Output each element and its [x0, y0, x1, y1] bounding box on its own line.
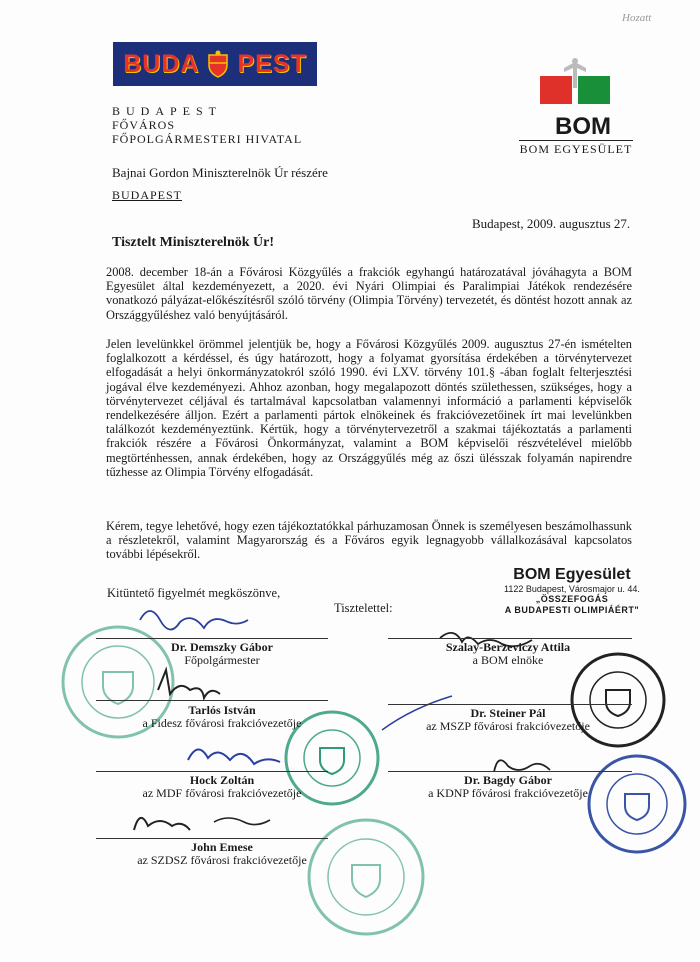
signature-line-3 [96, 700, 328, 701]
signature-line-1 [96, 638, 328, 639]
body-paragraph-2: Jelen levelünkkel örömmel jelentjük be, hogy a Fővárosi Közgyűlés 2009. augusztus 27-én ismételten foglalkozott a kérdéssel, és úgy határozott, hogy a folyamat gyorsítása érdekében a törvénytervezet elfogadását a helyi önkormányzatokról szóló 1990. évi LXV. törvény 101.§ -ában foglalt felterjesztési jogával élve kezdeményezi. Ahhoz azonban, hogy megalapozott döntés születhessen, szükséges, hogy a törvénytervezet céljával és tartalmával kapcsolatban valamennyi információ a parlamenti képviselők rendelkezésére álljon. Ezért a parlamenti pártok elnökeinek és frakcióvezetőinek írt mai levelünkben találkozót kezdeményeztünk. Kértük, hogy a törvénytervezetről a szakmai tájékoztatás a parlamenti frakciók részére a Fővárosi Önkormányzat, valamint a BOM képviselői részvételével mielőbb megtörténhessen, annak érdekében, hogy az Országgyűlés még az őszi ülésszak folyamán napirendre tűzhesse az Olimpia Törvény elfogadását. [106, 337, 632, 479]
office-line-2: FŐVÁROS [112, 118, 176, 132]
bom-block-address: 1122 Budapest, Városmajor u. 44. [504, 584, 640, 594]
signer-name: Dr. Steiner Pál [470, 706, 546, 720]
bom-block-motto-2: A BUDAPESTI OLIMPIÁÉRT" [504, 605, 640, 615]
signer-demszky [112, 641, 332, 667]
closing-line: Kitüntető figyelmét megköszönve, [107, 586, 281, 600]
signer-szalay-berzeviczy [398, 641, 618, 667]
addressee-city: BUDAPEST [112, 188, 183, 202]
signer-name: Dr. Demszky Gábor [171, 640, 273, 654]
logo-text-buda: BUDA [123, 49, 200, 78]
signature-line-6 [388, 771, 632, 772]
signature-line-2 [388, 638, 632, 639]
bom-block-motto-1: „ÖSSZEFOGÁS [535, 594, 609, 604]
signer-role: az SZDSZ fővárosi frakcióvezetője [137, 853, 307, 867]
bom-logo-subtitle: BOM EGYESÜLET [519, 142, 633, 156]
signer-name: Szalay-Berzeviczy Attila [445, 640, 571, 654]
signer-hock [112, 774, 332, 800]
signer-role: a BOM elnöke [472, 653, 544, 667]
signer-bagdy [398, 774, 618, 800]
office-line-3: FŐPOLGÁRMESTERI HIVATAL [112, 132, 303, 146]
logo-text-pest: PEST [237, 49, 307, 78]
signer-role: a KDNP fővárosi frakcióvezetője [428, 786, 588, 800]
signer-name: John Emese [191, 840, 253, 854]
addressee: Bajnai Gordon Miniszterelnök Úr részére [112, 165, 328, 180]
salutation: Tisztelt Miniszterelnök Úr! [112, 235, 275, 250]
signer-role: az MSZP fővárosi frakcióvezetője [426, 719, 590, 733]
body-paragraph-3: Kérem, tegye lehetővé, hogy ezen tájékoztatókkal párhuzamosan Önnek is személyesen beszámolhassunk a részletekről, valamint Magyarország és a Főváros egyik legnagyobb vállalkozásával kapcsolatos további lépésekről. [106, 519, 632, 562]
signer-name: Hock Zoltán [189, 773, 255, 787]
body-paragraph-1: 2008. december 18-án a Fővárosi Közgyűlés a frakciók egyhangú határozatával jóváhagyta a BOM Egyesület által kezdeményezett, a 2020. évi Nyári Olimpiai és Paralimpiai Játékok rendezésére vonatkozó pályázat-előkészítésről szóló törvény (Olimpia Törvény) tervezetét, és döntést hozott annak az Országgyűléshez való benyújtásáról. [106, 265, 632, 322]
bom-logo-title: BOM [555, 113, 611, 140]
signer-john [112, 841, 332, 867]
signature-line-5 [96, 771, 328, 772]
regards-line: Tisztelettel: [334, 601, 393, 615]
signature-line-7 [96, 838, 328, 839]
corner-handwritten-note: Hozatt [622, 12, 652, 24]
letter-date: Budapest, 2009. augusztus 27. [472, 216, 631, 231]
signer-role: Főpolgármester [184, 653, 260, 667]
signer-tarlos [112, 704, 332, 730]
office-line-1: BUDAPEST [112, 104, 223, 118]
signer-role: a Fidesz fővárosi frakcióvezetője [142, 716, 302, 730]
signature-line-4 [388, 704, 632, 705]
signer-name: Dr. Bagdy Gábor [464, 773, 552, 787]
signer-steiner [398, 707, 618, 733]
signer-name: Tarlós István [188, 703, 256, 717]
bom-block-name: BOM Egyesület [513, 566, 631, 583]
signer-role: az MDF fővárosi frakcióvezetője [142, 786, 302, 800]
